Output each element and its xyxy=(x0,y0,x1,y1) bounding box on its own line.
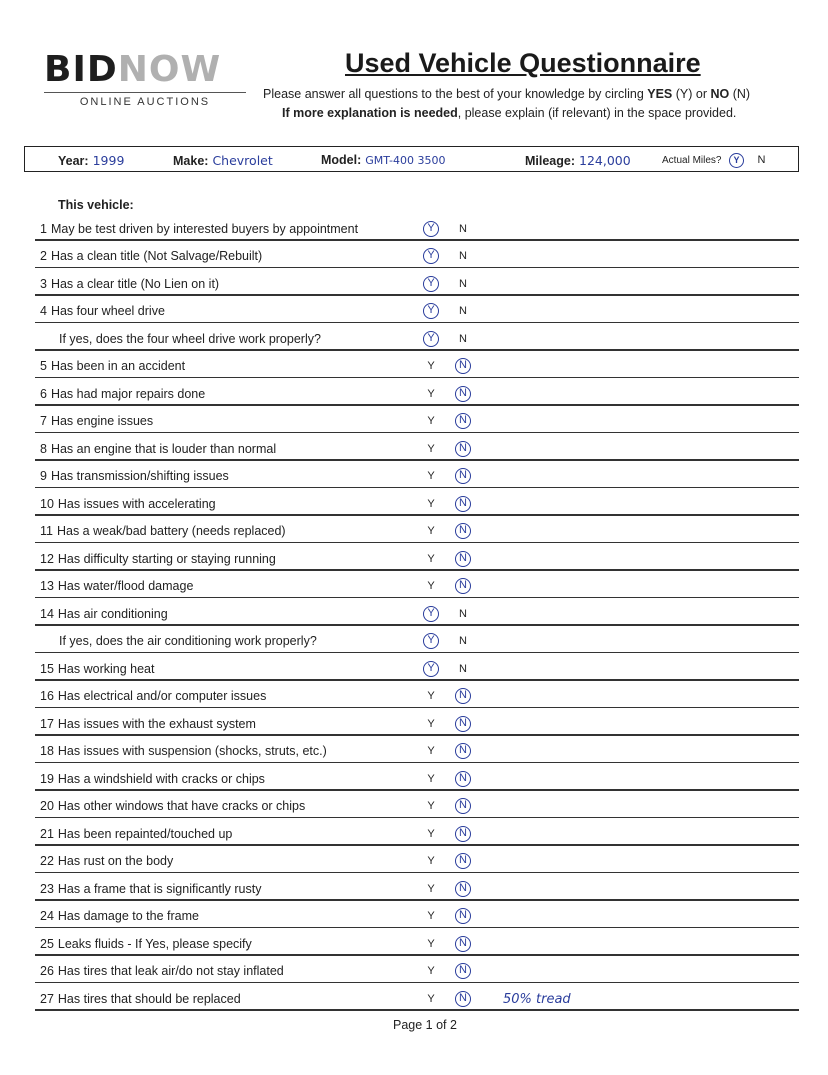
model-field[interactable]: Model: GMT-400 3500 xyxy=(321,153,446,167)
question-label: Has a weak/bad battery (needs replaced) xyxy=(56,524,286,538)
yes-option[interactable]: Y xyxy=(427,442,435,455)
question-label: Has been repainted/touched up xyxy=(57,826,233,841)
question-number: 6 xyxy=(40,386,47,401)
question-number: 27 xyxy=(40,991,54,1006)
no-option[interactable]: N xyxy=(455,413,471,429)
form-title: Used Vehicle Questionnaire xyxy=(345,48,701,78)
question-number: 10 xyxy=(40,496,54,511)
question-label: Has a windshield with cracks or chips xyxy=(57,771,265,786)
handwritten-note: 50% tread xyxy=(503,991,571,1007)
question-number: 5 xyxy=(40,359,47,373)
section-label: This vehicle: xyxy=(58,198,134,212)
question-text xyxy=(40,827,232,841)
question-number: 17 xyxy=(40,716,54,731)
question-number: 8 xyxy=(40,441,47,456)
yes-option[interactable]: Y xyxy=(427,387,435,400)
question-row xyxy=(0,626,828,654)
vehicle-info-box xyxy=(24,146,799,172)
mileage-field[interactable]: Mileage: 124,000 xyxy=(525,153,631,168)
yes-option[interactable]: Y xyxy=(427,882,435,895)
yes-option[interactable]: Y xyxy=(427,470,435,482)
yes-option[interactable]: Y xyxy=(423,633,439,649)
yes-option[interactable]: Y xyxy=(427,827,435,840)
question-label: Has difficulty starting or staying running xyxy=(57,551,276,566)
question-text xyxy=(40,854,173,868)
question-number: 3 xyxy=(40,276,47,291)
no-option[interactable]: N xyxy=(459,607,467,620)
question-text xyxy=(40,799,305,813)
question-row xyxy=(0,598,828,626)
question-text xyxy=(59,634,317,648)
question-text xyxy=(40,662,154,676)
model-value: GMT-400 3500 xyxy=(365,154,446,167)
actual-miles-field xyxy=(662,152,765,168)
no-option[interactable]: N xyxy=(459,662,467,675)
question-row xyxy=(0,378,828,406)
question-label: If yes, does the air conditioning work properly? xyxy=(59,634,317,648)
question-number: 24 xyxy=(40,909,54,923)
question-row xyxy=(0,351,828,379)
row-divider xyxy=(35,1009,799,1011)
question-number: 4 xyxy=(40,304,47,318)
question-text xyxy=(40,442,276,456)
instructions-line-2: If more explanation is needed, please explain (if relevant) in the space provided. xyxy=(282,106,737,120)
question-label: Has issues with accelerating xyxy=(57,496,216,511)
yes-option[interactable]: Y xyxy=(427,992,435,1005)
question-number: 26 xyxy=(40,964,54,978)
question-number: 12 xyxy=(40,551,54,566)
question-text xyxy=(40,277,219,291)
question-text xyxy=(40,579,193,593)
question-row xyxy=(0,516,828,544)
yes-option[interactable]: Y xyxy=(423,248,439,264)
yes-option[interactable]: Y xyxy=(427,910,435,922)
question-text xyxy=(40,744,327,758)
no-option[interactable]: N xyxy=(455,358,471,374)
no-option[interactable]: N xyxy=(459,222,467,235)
question-label: Has transmission/shifting issues xyxy=(50,469,229,483)
question-row xyxy=(0,406,828,434)
no-option[interactable]: N xyxy=(455,826,471,842)
question-number: 14 xyxy=(40,606,54,621)
question-row xyxy=(0,488,828,516)
yes-option[interactable]: Y xyxy=(427,937,435,950)
yes-option[interactable]: Y xyxy=(427,772,435,785)
question-number: 22 xyxy=(40,854,54,868)
question-text xyxy=(40,937,252,951)
question-text xyxy=(40,552,276,566)
question-label: Has issues with the exhaust system xyxy=(57,716,256,731)
no-option[interactable]: N xyxy=(455,881,471,897)
question-number: 9 xyxy=(40,469,47,483)
question-label: Has damage to the frame xyxy=(57,909,199,923)
question-number: 7 xyxy=(40,414,47,428)
no-option[interactable]: N xyxy=(459,635,467,647)
yes-option[interactable]: Y xyxy=(423,221,439,237)
year-value: 1999 xyxy=(92,153,125,168)
logo-divider xyxy=(44,92,246,93)
question-label: Leaks fluids - If Yes, please specify xyxy=(57,936,252,951)
question-text xyxy=(40,359,185,373)
no-option[interactable]: N xyxy=(455,991,471,1007)
question-label: Has engine issues xyxy=(50,414,154,428)
question-row xyxy=(0,873,828,901)
actual-miles-label: Actual Miles? xyxy=(662,155,722,166)
yes-option[interactable]: Y xyxy=(427,717,435,730)
question-number: 25 xyxy=(40,936,54,951)
question-text xyxy=(40,909,199,923)
question-row xyxy=(0,956,828,984)
no-option[interactable]: N xyxy=(459,277,467,290)
question-number: 2 xyxy=(40,249,47,263)
question-text xyxy=(40,964,284,978)
mileage-value: 124,000 xyxy=(579,153,631,168)
question-label: Has had major repairs done xyxy=(50,386,206,401)
question-number: 15 xyxy=(40,661,54,676)
yes-option[interactable]: Y xyxy=(423,303,439,319)
yes-option[interactable]: Y xyxy=(427,497,435,510)
yes-option[interactable]: Y xyxy=(423,276,439,292)
no-option[interactable]: N xyxy=(455,936,471,952)
question-row xyxy=(0,928,828,956)
question-row xyxy=(0,653,828,681)
question-number: 20 xyxy=(40,799,54,813)
question-text xyxy=(40,249,262,263)
yes-option[interactable]: Y xyxy=(427,745,435,757)
question-row xyxy=(0,268,828,296)
no-option[interactable]: N xyxy=(455,688,471,704)
question-row xyxy=(0,241,828,269)
no-option[interactable]: N xyxy=(455,771,471,787)
year-field[interactable]: Year: 1999 xyxy=(58,153,125,168)
no-option[interactable]: N xyxy=(455,386,471,402)
no-option[interactable]: N xyxy=(455,963,471,979)
question-text xyxy=(40,524,286,538)
question-label: Has working heat xyxy=(57,661,155,676)
question-text xyxy=(40,469,229,483)
question-label: Has four wheel drive xyxy=(50,304,165,318)
question-row xyxy=(0,433,828,461)
question-number: 23 xyxy=(40,881,54,896)
yes-option[interactable]: Y xyxy=(427,580,435,592)
yes-option[interactable]: Y xyxy=(427,415,435,427)
yes-option[interactable]: Y xyxy=(427,800,435,812)
question-row xyxy=(0,736,828,764)
question-text xyxy=(40,772,265,786)
question-row xyxy=(0,791,828,819)
yes-option[interactable]: Y xyxy=(423,606,439,622)
question-text xyxy=(40,304,165,318)
question-row xyxy=(0,571,828,599)
no-option[interactable]: N xyxy=(455,551,471,567)
question-row xyxy=(0,818,828,846)
question-text xyxy=(40,497,216,511)
logo-wordmark: BIDNOW xyxy=(44,49,222,90)
no-option[interactable]: N xyxy=(459,332,467,345)
no-option[interactable]: N xyxy=(455,578,471,594)
question-label: Has issues with suspension (shocks, struts, etc.) xyxy=(57,744,327,758)
question-row xyxy=(0,763,828,791)
no-option[interactable]: N xyxy=(455,523,471,539)
question-text xyxy=(40,882,261,896)
question-number: 18 xyxy=(40,744,54,758)
question-row xyxy=(0,708,828,736)
no-option[interactable]: N xyxy=(455,743,471,759)
no-option[interactable]: N xyxy=(455,496,471,512)
yes-option[interactable]: Y xyxy=(423,331,439,347)
question-label: Has tires that should be replaced xyxy=(57,991,241,1006)
question-label: Has air conditioning xyxy=(57,606,168,621)
bidnow-logo xyxy=(44,49,246,108)
question-number: 13 xyxy=(40,579,54,593)
question-label: Has electrical and/or computer issues xyxy=(57,689,267,703)
question-text xyxy=(40,414,153,428)
question-label: Has been in an accident xyxy=(50,359,186,373)
question-number: 11 xyxy=(40,524,53,538)
question-number: 1 xyxy=(40,221,47,236)
question-row xyxy=(0,461,828,489)
question-row xyxy=(0,983,828,1011)
question-text xyxy=(40,717,256,731)
question-text xyxy=(59,332,321,346)
no-option[interactable]: N xyxy=(459,305,467,317)
question-row xyxy=(0,213,828,241)
question-label: If yes, does the four wheel drive work properly? xyxy=(59,331,321,346)
question-number: 21 xyxy=(40,826,54,841)
yes-option[interactable]: Y xyxy=(427,525,435,537)
no-option[interactable]: N xyxy=(455,716,471,732)
no-option[interactable]: N xyxy=(455,853,471,869)
question-number: 19 xyxy=(40,771,54,786)
no-option[interactable]: N xyxy=(455,441,471,457)
logo-tagline: ONLINE AUCTIONS xyxy=(79,96,211,108)
yes-option[interactable]: Y xyxy=(427,690,435,702)
no-option[interactable]: N xyxy=(455,468,471,484)
question-label: Has rust on the body xyxy=(57,854,174,868)
actual-miles-n-option[interactable]: N xyxy=(757,154,766,166)
page-number: Page 1 of 2 xyxy=(393,1018,457,1032)
question-label: Has tires that leak air/do not stay inflated xyxy=(57,964,284,978)
question-label: Has an engine that is louder than normal xyxy=(50,441,277,456)
no-option[interactable]: N xyxy=(455,908,471,924)
question-text xyxy=(40,222,358,236)
make-field[interactable]: Make: Chevrolet xyxy=(173,153,273,168)
no-option[interactable]: N xyxy=(455,798,471,814)
question-label: May be test driven by interested buyers by appointment xyxy=(50,221,359,236)
question-row xyxy=(0,296,828,324)
question-label: Has a frame that is significantly rusty xyxy=(57,881,262,896)
question-text xyxy=(40,387,205,401)
yes-option[interactable]: Y xyxy=(427,855,435,867)
question-label: Has a clean title (Not Salvage/Rebuilt) xyxy=(50,249,263,263)
yes-option[interactable]: Y xyxy=(427,552,435,565)
yes-option[interactable]: Y xyxy=(427,965,435,977)
question-row xyxy=(0,681,828,709)
actual-miles-y-option[interactable]: Y xyxy=(729,153,744,168)
yes-option[interactable]: Y xyxy=(423,661,439,677)
question-label: Has other windows that have cracks or chips xyxy=(57,799,306,813)
question-row xyxy=(0,543,828,571)
question-text xyxy=(40,607,168,621)
no-option[interactable]: N xyxy=(459,250,467,262)
question-text xyxy=(40,992,241,1006)
make-value: Chevrolet xyxy=(212,153,273,168)
question-text xyxy=(40,689,266,703)
question-label: Has water/flood damage xyxy=(57,579,194,593)
question-row xyxy=(0,323,828,351)
question-row xyxy=(0,901,828,929)
instructions-line-1: Please answer all questions to the best of your knowledge by circling YES (Y) or NO (N) xyxy=(263,87,751,101)
yes-option[interactable]: Y xyxy=(427,360,435,372)
question-row xyxy=(0,846,828,874)
question-number: 16 xyxy=(40,689,54,703)
question-label: Has a clear title (No Lien on it) xyxy=(50,276,220,291)
